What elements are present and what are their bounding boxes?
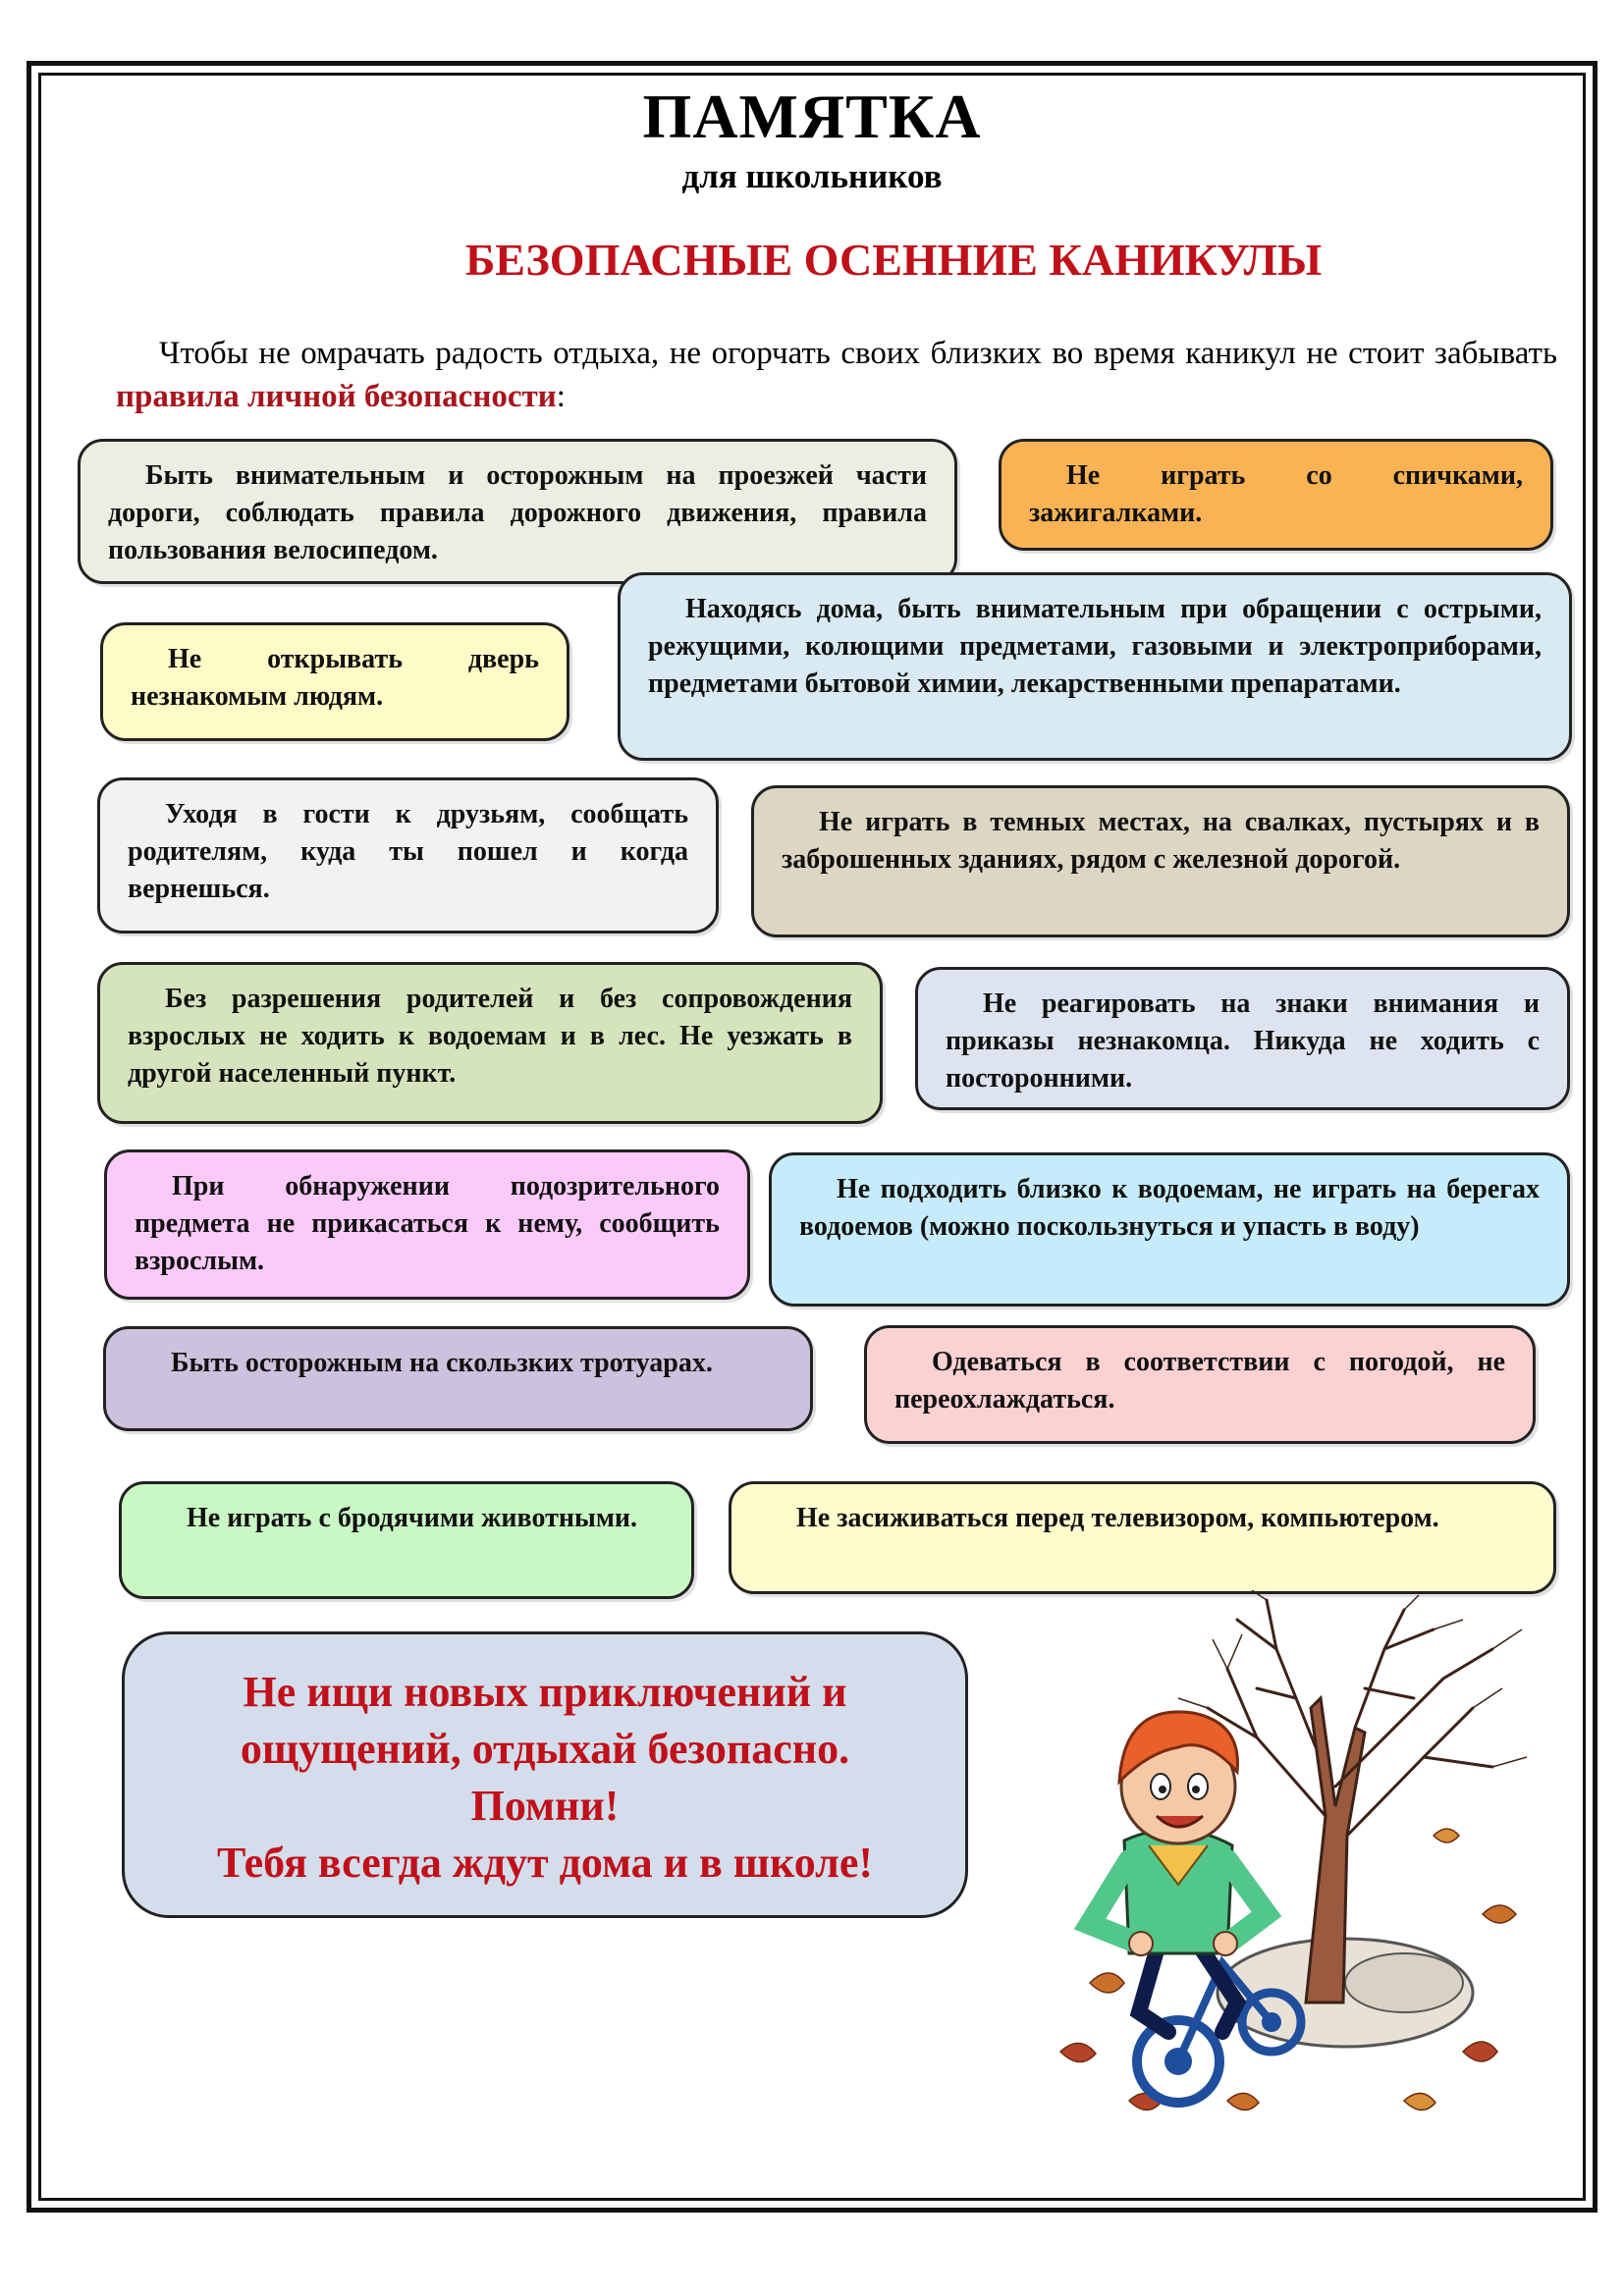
rule-box-strangers <box>915 967 1570 1110</box>
page-title: ПАМЯТКА <box>642 81 982 151</box>
intro-paragraph <box>116 332 1557 418</box>
boy-on-bicycle-autumn-tree-illustration <box>1031 1590 1542 2140</box>
section-heading: БЕЗОПАСНЫЕ ОСЕННИЕ КАНИКУЛЫ <box>464 235 1323 285</box>
rule-text: Не играть со спичками, зажигалками. <box>1029 460 1523 528</box>
rule-box-door <box>100 622 569 741</box>
page-subtitle: для школьников <box>681 157 943 195</box>
rule-box-tv-computer <box>729 1481 1556 1594</box>
final-message-line: ощущений, отдыхай безопасно. <box>240 1725 850 1773</box>
rule-text: При обнаружении подозрительного предмета не прикасаться к нему, сообщить взрослым. <box>135 1171 720 1276</box>
rule-text: Находясь дома, быть внимательным при обращении с острыми, режущими, колющими предметами, газовыми и электроприборами, предметами бытовой химии, лекарственными препаратами. <box>648 594 1542 699</box>
intro-text: Чтобы не омрачать радость отдыха, не огорчать своих близких во время каникул не стоит забывать <box>159 336 1557 371</box>
final-message-line: Не ищи новых приключений и <box>243 1668 847 1716</box>
rule-text: Не реагировать на знаки внимания и приказы незнакомца. Никуда не ходить с посторонними. <box>946 988 1540 1094</box>
rule-box-water-banks <box>769 1152 1570 1307</box>
rule-text: Быть осторожным на скользких тротуарах. <box>171 1348 713 1378</box>
rule-text: Не подходить близко к водоемам, не играть на берегах водоемов (можно поскользнуться и упасть в воду) <box>799 1174 1540 1242</box>
rule-box-matches <box>999 439 1553 551</box>
final-message-box <box>122 1631 968 1918</box>
rule-text: Не засиживаться перед телевизором, компьютером. <box>796 1503 1439 1533</box>
rule-text: Без разрешения родителей и без сопровождения взрослых не ходить к водоемам и в лес. Не уезжать в другой населенный пункт. <box>128 984 852 1089</box>
rule-text: Быть внимательным и осторожным на проезжей части дороги, соблюдать правила дорожного движения, правила пользования велосипедом. <box>108 460 927 565</box>
intro-ending: : <box>556 379 566 414</box>
rule-text: Одеваться в соответствии с погодой, не переохлаждаться. <box>894 1347 1505 1415</box>
rule-box-suspicious-object <box>104 1149 750 1300</box>
rule-text: Уходя в гости к друзьям, сообщать родителям, куда ты пошел и когда вернешься. <box>128 799 688 904</box>
rule-text: Не играть в темных местах, на свалках, пустырях и в заброшенных зданиях, рядом с железной дорогой. <box>782 807 1540 875</box>
rule-box-water-forest <box>97 962 883 1124</box>
rule-box-dressing <box>864 1325 1536 1444</box>
rule-box-road <box>78 439 957 584</box>
rule-box-dark-places <box>751 785 1570 937</box>
rule-box-visiting <box>97 777 719 934</box>
final-message-line: Помни! <box>470 1782 620 1830</box>
final-message-line: Тебя всегда ждут дома и в школе! <box>216 1839 874 1887</box>
rule-box-animals <box>119 1481 694 1599</box>
rule-text: Не играть с бродячими животными. <box>187 1503 638 1533</box>
rule-text: Не открывать дверь незнакомым людям. <box>131 644 539 712</box>
intro-highlight: правила личной безопасности <box>116 379 557 414</box>
rule-box-home <box>618 572 1572 761</box>
rule-box-slippery <box>103 1326 813 1431</box>
